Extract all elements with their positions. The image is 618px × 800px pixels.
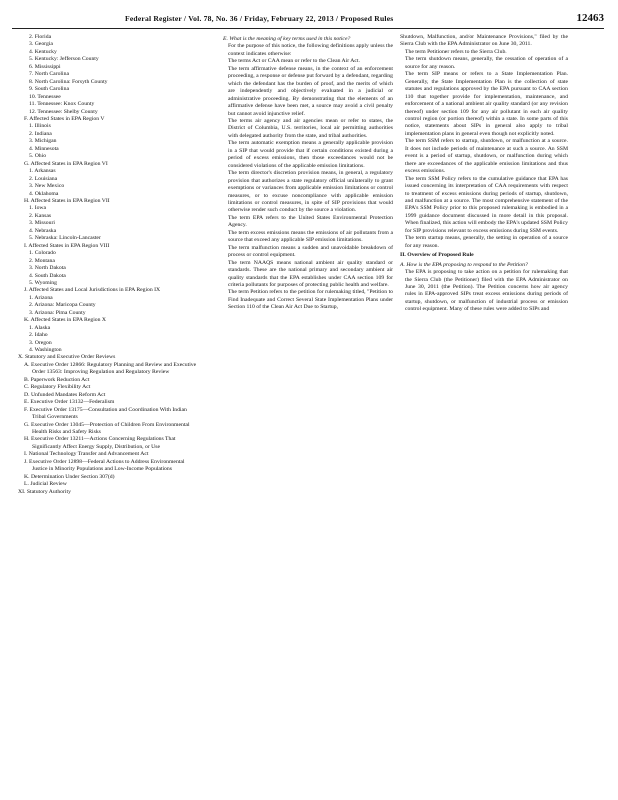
toc-item: 1. Alaska <box>29 324 51 331</box>
toc-item: 4. Oklahoma <box>29 190 59 197</box>
toc-item: 9. South Carolina <box>29 86 69 93</box>
toc-item: 4. Minnesota <box>29 145 59 152</box>
toc-item: 2. Florida <box>29 34 52 40</box>
paragraph: The term EPA refers to the United States Environmental Protection Agency. <box>228 214 395 229</box>
paragraph: The term malfunction means a sudden and unavoidable breakdown of process or control equipment. <box>228 244 395 259</box>
section-heading: II. Overview of Proposed Rule <box>400 252 474 259</box>
toc-item: 11. Tennessee: Knox County <box>29 101 95 108</box>
paragraph: The terms Act or CAA mean or refer to the Clean Air Act. <box>228 58 360 65</box>
running-header: Federal Register / Vol. 78, No. 36 / Friday, February 22, 2013 / Proposed Rules <box>125 14 394 23</box>
toc-item: I. National Technology Transfer and Advancement Act <box>24 451 149 458</box>
toc-item: 4. South Dakota <box>29 272 66 279</box>
toc-item: 2. Louisiana <box>29 175 58 182</box>
toc-item: F. Executive Order 13175—Consultation and Coordination With Indian Tribal Governments <box>24 406 189 421</box>
toc-item: C. Regulatory Flexibility Act <box>24 384 91 391</box>
toc-item: 3. Oregon <box>29 339 52 346</box>
toc-item: D. Unfunded Mandates Reform Act <box>24 391 106 398</box>
paragraph: The term startup means, generally, the setting in operation of a source for any reason. <box>405 235 570 249</box>
toc-item: J. Executive Order 12898—Federal Actions to Address Environmental Justice in Minority Populations and Low-Income Populations <box>24 458 186 473</box>
toc-item: 3. Georgia <box>29 41 53 48</box>
toc-item: H. Executive Order 13211—Actions Concerning Regulations That Significantly Affect Energy Supply, Distribution, or Use <box>24 436 177 450</box>
toc-item: 8. North Carolina: Forsyth County <box>29 78 108 85</box>
overview-column <box>400 34 568 314</box>
page-header <box>12 10 604 28</box>
paragraph: The term SSM refers to startup, shutdown, or malfunction at a source. It does not include periods of maintenance at such a source. An SSM event is a period of startup, shutdown, or malfunction during which there are exceedances of the applicable emission limitations and thus excess emissions. <box>405 138 570 175</box>
toc-item: 1. Arizona <box>29 294 53 301</box>
toc-item: 5. Kentucky: Jefferson County <box>29 56 99 63</box>
toc-item: 4. Nebraska <box>29 227 57 234</box>
toc-item: I. Affected States in EPA Region VIII <box>24 242 110 249</box>
toc-item: X. Statutory and Executive Order Reviews <box>18 354 116 361</box>
definitions-column <box>223 34 393 312</box>
toc-item: 1. Colorado <box>29 250 56 257</box>
paragraph: The term Petitioner refers to the Sierra Club. <box>405 48 507 55</box>
toc-item: G. Executive Order 13045—Protection of Children From Environmental Health Risks and Safety Risks <box>24 421 191 436</box>
toc-item: 2. Kansas <box>29 212 52 219</box>
toc-item: G. Affected States in EPA Region VI <box>24 160 108 167</box>
toc-item: K. Determination Under Section 307(d) <box>24 473 115 480</box>
toc-item: 5. Wyoming <box>29 279 57 286</box>
paragraph: The EPA is proposing to take action on a petition for rulemaking that the Sierra Club (the Petitioner) filed with the EPA Administrator on June 30, 2011 (the Petition). The Petition concerns how air agency rules in EPA-approved SIPs treat excess emissions during periods of startup, shutdown, or malfunction of industrial process or emission control equipment. Many of these rules were added to SIPs and <box>405 269 570 313</box>
toc-item: H. Affected States in EPA Region VII <box>24 197 110 204</box>
toc-item: 1. Iowa <box>29 205 47 212</box>
paragraph: The terms air agency and air agencies mean or refer to states, the District of Columbia, U.S. territories, local air permitting authorities with delegated authority from the state, and tribal authorities. <box>228 117 395 139</box>
toc-item: 4. Washington <box>29 347 62 354</box>
toc-item: 3. Michigan <box>29 138 57 145</box>
paragraph: The term excess emissions means the emissions of air pollutants from a source that exceed any applicable SIP emission limitations. <box>228 229 395 244</box>
toc-item: K. Affected States in EPA Region X <box>24 317 106 324</box>
toc-item: 7. North Carolina <box>29 71 69 78</box>
paragraph: The term SIP means or refers to a State Implementation Plan. Generally, the State Implementation Plan is the collection of state statutes and regulations approved by the EPA pursuant to CAA section 110 that together provide for implementation, maintenance, and enforcement of a national ambient air quality standard (or any revision thereof) under section 109 for any air pollutant in each air quality control region (or portion thereof) within a state. In some parts of this notice, statements about SIPs in general also apply to tribal implementation plans in general even though not explicitly noted. <box>405 71 570 137</box>
toc-item: 1. Illinois <box>29 123 51 130</box>
toc-item: 2. Indiana <box>29 130 52 137</box>
toc-item: 3. North Dakota <box>29 265 66 272</box>
paragraph: The term Petition refers to the petition for rulemaking titled, "Petition to Find Inadequate and Correct Several State Implementation Plans under Section 110 of the Clean Air Act Due to Startup, <box>228 289 395 311</box>
paragraph: The term affirmative defense means, in the context of an enforcement proceeding, a response or defense put forward by a defendant, regarding which the defendant has the burden of proof, and the merits of which are independently and objectively evaluated in a judicial or administrative proceeding. By demonstrating that the elements of an affirmative defense have been met, a source may avoid a civil penalty but cannot avoid injunctive relief. <box>228 65 395 117</box>
section-question: E. What is the meaning of key terms used in this notice? <box>223 36 351 42</box>
paragraph: Shutdown, Malfunction, and/or Maintenance Provisions," filed by the Sierra Club with the EPA Administrator on June 30, 2011. <box>400 34 570 48</box>
toc-item: B. Paperwork Reduction Act <box>24 376 90 383</box>
toc-item: 3. Missouri <box>29 220 55 227</box>
header-rule <box>12 28 604 29</box>
toc-item: 3. New Mexico <box>29 183 65 190</box>
paragraph: The term NAAQS means national ambient air quality standard or standards. These are the national primary and secondary ambient air quality standards that the EPA establishes under CAA section 109 for criteria pollutants for purposes of protecting public health and welfare. <box>228 259 395 288</box>
toc-item: 2. Arizona: Maricopa County <box>29 302 96 309</box>
toc-item: 2. Idaho <box>29 332 48 339</box>
toc-item: F. Affected States in EPA Region V <box>24 115 105 122</box>
toc-item: A. Executive Order 12866: Regulatory Planning and Review and Executive Order 13563: Improving Regulation and Regulatory Review <box>24 361 198 376</box>
paragraph: For the purpose of this notice, the following definitions apply unless the context indicates otherwise: <box>228 43 395 57</box>
toc-item: XI. Statutory Authority <box>18 488 71 495</box>
toc-item: E. Executive Order 13132—Federalism <box>24 399 115 406</box>
toc-item: 10. Tennessee <box>29 93 61 100</box>
toc-item: 1. Arkansas <box>29 168 56 175</box>
toc-item: 6. Mississippi <box>29 63 61 70</box>
toc-item: 5. Ohio <box>29 153 47 160</box>
paragraph: The term automatic exemption means a generally applicable provision in a SIP that would provide that if certain conditions existed during a period of excess emissions, then those exceedances would not be considered violations of the applicable emission limitations. <box>228 140 395 169</box>
paragraph: The term director's discretion provision means, in general, a regulatory provision that authorizes a state regulatory official unilaterally to grant exemptions or variances from applicable emission limitations or control measures, or to excuse noncompliance with applicable emission limitations or control measures, in spite of SIP provisions that would otherwise render such conduct by the source a violation. <box>228 170 395 214</box>
toc-item: 2. Montana <box>29 257 55 264</box>
paragraph: The term shutdown means, generally, the cessation of operation of a source for any reason. <box>405 56 570 70</box>
toc-item: J. Affected States and Local Jurisdictions in EPA Region IX <box>24 287 161 294</box>
toc-item: L. Judicial Review <box>24 481 67 488</box>
section-question: A. How is the EPA proposing to respond to the Petition? <box>400 261 528 268</box>
toc-item: 4. Kentucky <box>29 48 57 55</box>
toc-item: 12. Tennessee: Shelby County <box>29 108 98 115</box>
paragraph: The term SSM Policy refers to the cumulative guidance that EPA has issued concerning its interpretation of CAA requirements with respect to treatment of excess emissions during periods of startup, shutdown, and malfunction at a source. The most comprehensive statement of the EPA's SSM Policy prior to this proposed rulemaking is embodied in a 1999 guidance document discussed in more detail in this proposal. When finalized, this action will embody the EPA's updated SSM Policy for SIP provisions relevant to excess emissions during SSM events. <box>405 175 570 234</box>
toc-item: 5. Nebraska: Lincoln-Lancaster <box>29 235 101 242</box>
toc-item: 3. Arizona: Pima County <box>29 309 86 316</box>
toc-column <box>18 34 200 496</box>
page-number: 12463 <box>576 12 604 24</box>
